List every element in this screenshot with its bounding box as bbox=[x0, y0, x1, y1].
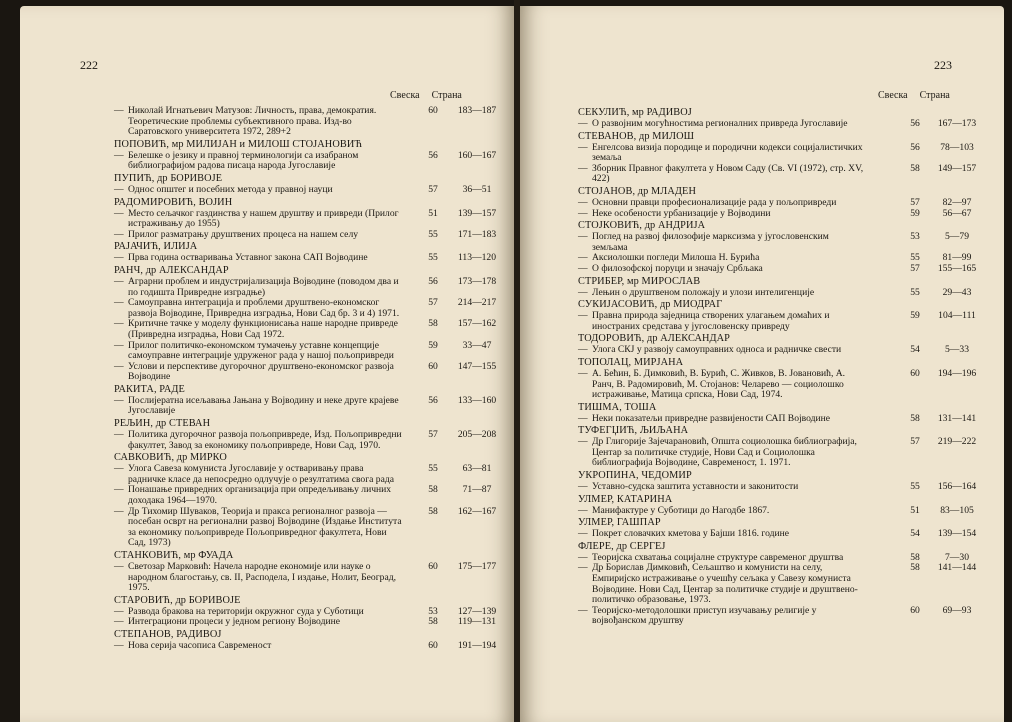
page-range: 205—208 bbox=[457, 429, 497, 441]
work-title: Уставно-судска заштита уставности и законитости bbox=[592, 481, 799, 493]
page-range: 173—178 bbox=[457, 275, 497, 287]
work-title: Неке особености урбанизације у Војводини bbox=[592, 207, 771, 219]
pages-header: Страна bbox=[431, 90, 462, 101]
page-range: 56—67 bbox=[942, 207, 972, 219]
volume-number: 56 bbox=[428, 275, 438, 287]
pages-header: Страна bbox=[919, 90, 950, 101]
work-title: Улога СКЈ у развоју самоуправних односа и радничке свести bbox=[592, 344, 842, 356]
volume-number: 55 bbox=[910, 481, 920, 493]
volume-number: 56 bbox=[428, 394, 438, 406]
volume-number: 57 bbox=[910, 262, 920, 274]
work-title: Послијератна исељавања Јањана у Војводину и неке друге крајеве Југославије bbox=[128, 394, 399, 417]
entry-dash: — bbox=[114, 394, 124, 406]
page-range: 5—33 bbox=[945, 344, 969, 356]
author-name: РАЈАЧИЋ, ИЛИЈА bbox=[114, 241, 198, 253]
work-entry bbox=[114, 252, 497, 264]
volume-number: 54 bbox=[910, 344, 920, 356]
volume-number: 60 bbox=[428, 639, 438, 651]
page-range: 219—222 bbox=[937, 436, 977, 448]
work-title: Покрет словачких кметова у Бајши 1816. године bbox=[592, 528, 790, 540]
page-range: 183—187 bbox=[457, 105, 497, 116]
page-range: 7—30 bbox=[945, 551, 969, 563]
entry-dash: — bbox=[114, 561, 124, 572]
work-entry bbox=[114, 561, 497, 594]
page-range: 113—120 bbox=[457, 252, 497, 264]
work-title: Правна природа заједница створених улагањем домаћих и иностраних средстава у југословенску привреду bbox=[592, 310, 830, 332]
volume-number: 60 bbox=[428, 561, 438, 572]
volume-number: 56 bbox=[428, 149, 438, 161]
volume-number: 57 bbox=[910, 196, 920, 208]
page-range: 171—183 bbox=[457, 228, 497, 240]
work-title: Светозар Марковић: Начела народне економије или науке о народном благостању, св. II, Расподела, I издање, Нолит, Београд, 1975. bbox=[128, 561, 396, 594]
page-range: 214—217 bbox=[457, 297, 497, 309]
work-title: Аграрни проблем и индустријализација Војводине (поводом два и по годишта Привредне изградње) bbox=[128, 275, 399, 298]
volume-number: 55 bbox=[428, 228, 438, 240]
author-name: РАНЧ, др АЛЕКСАНДАР bbox=[114, 264, 229, 276]
entry-dash: — bbox=[114, 318, 124, 330]
page-range: 82—97 bbox=[942, 196, 972, 208]
work-title: Аксиолошки погледи Милоша Н. Бурића bbox=[592, 252, 760, 264]
work-title: Николай Игнатьевич Матузов: Личность, права, демократия. Теоретические проблемы субъективного права. Изд-во Саратовского университета 1972, 289+2 bbox=[128, 105, 377, 138]
author-name: СТЕПАНОВ, РАДИВОЈ bbox=[114, 628, 222, 640]
entry-dash: — bbox=[114, 183, 124, 195]
left-page bbox=[20, 6, 514, 722]
volume-number: 59 bbox=[428, 339, 438, 351]
work-title: Прилог политичко-економском тумачењу уставне концепције самоуправне интеграције удруженог рада у нашој пољопривреди bbox=[128, 339, 394, 362]
work-entry bbox=[578, 162, 977, 185]
volume-number: 59 bbox=[910, 310, 920, 322]
volume-number: 60 bbox=[910, 367, 920, 379]
author-name: УЛМЕР, ГАШПАР bbox=[578, 517, 661, 529]
page-range: 5—79 bbox=[945, 231, 969, 243]
work-title: Понашање привредних организација при опредељивању личних доходака 1964—1970. bbox=[128, 484, 392, 507]
work-entry bbox=[578, 412, 977, 425]
page-range: 175—177 bbox=[457, 561, 497, 572]
column-headers bbox=[878, 90, 962, 101]
volume-number: 59 bbox=[910, 207, 920, 219]
right-page bbox=[520, 6, 1004, 722]
work-title: Место сељачког газдинства у нашем друштву и привреди (Прилог истраживању до 1955) bbox=[128, 207, 399, 230]
volume-number: 60 bbox=[428, 360, 438, 372]
author-name: СТАРОВИЋ, др БОРИВОЈЕ bbox=[114, 594, 241, 606]
volume-number: 56 bbox=[910, 141, 920, 153]
author-name: ТИШМА, ТОША bbox=[578, 401, 657, 413]
author-name: УЛМЕР, КАТАРИНА bbox=[578, 493, 673, 505]
page-range: 141—144 bbox=[937, 562, 977, 574]
page-range: 139—154 bbox=[937, 528, 977, 540]
entry-dash: — bbox=[578, 118, 588, 129]
work-entry bbox=[114, 505, 497, 549]
page-range: 147—155 bbox=[457, 360, 497, 372]
work-title: Лењин о друштвеном положају и улози интелигенције bbox=[592, 286, 815, 298]
entry-dash: — bbox=[578, 367, 588, 379]
volume-number: 57 bbox=[428, 297, 438, 309]
page-number: 223 bbox=[934, 58, 952, 72]
entry-dash: — bbox=[114, 360, 124, 372]
volume-number: 60 bbox=[910, 604, 920, 616]
author-name: ПОПОВИЋ, мр МИЛИЈАН и МИЛОШ СТОЈАНОВИЋ bbox=[114, 138, 363, 150]
work-title: Др Борислав Димковић, Сељаштво и комунисти на селу, Емпиријско истраживање о учешћу сељака у Савезу комуниста Војводине. Нови Сад, Центар за политичке студије и друштвено-политичко образовање, 1973. bbox=[592, 562, 858, 606]
work-entry bbox=[114, 616, 497, 628]
entry-dash: — bbox=[114, 616, 124, 628]
entry-dash: — bbox=[578, 481, 588, 493]
author-name: САВКОВИЋ, др МИРКО bbox=[114, 452, 227, 464]
work-entry bbox=[114, 360, 497, 383]
author-name: ТУФЕГЏИЋ, ЉИЉАНА bbox=[578, 425, 689, 437]
work-title: Др Глигорије Зајечарановић, Општа социолошка библиографија, Центар за политичке студије, Нови Сад и Социолошка библиографија Војводине, Савременост, 1. 1971. bbox=[592, 436, 857, 469]
entry-dash: — bbox=[578, 141, 588, 153]
volume-header: Свеска bbox=[878, 90, 908, 101]
author-name: ТОДОРОВИЋ, др АЛЕКСАНДАР bbox=[578, 333, 731, 345]
work-entry bbox=[114, 207, 497, 230]
volume-number: 57 bbox=[910, 436, 920, 448]
index-entries bbox=[578, 106, 977, 627]
work-entry bbox=[578, 562, 977, 606]
entry-dash: — bbox=[578, 562, 588, 574]
entry-dash: — bbox=[114, 228, 124, 240]
page-range: 33—47 bbox=[462, 339, 492, 351]
work-title: Неки показатељи привредне развијености САП Војводине bbox=[592, 412, 831, 424]
work-title: Политика дугорочног развоја пољопривреде, Изд. Пољопривредни факултет, Завод за економику пољопривреде, Нови Сад, 1970. bbox=[128, 429, 402, 451]
volume-number: 55 bbox=[428, 252, 438, 264]
entry-dash: — bbox=[578, 528, 588, 540]
author-name: СТОЈАНОВ, др МЛАДЕН bbox=[578, 185, 696, 197]
page-range: 29—43 bbox=[942, 286, 972, 298]
entry-dash: — bbox=[114, 105, 124, 116]
entry-dash: — bbox=[578, 162, 588, 174]
volume-number: 58 bbox=[428, 318, 438, 330]
entry-dash: — bbox=[578, 252, 588, 264]
work-title: Др Тихомир Шуваков, Теорија и пракса регионалног развоја — посебан осврт на регионални развој Војводине (Издање Института за економику пољопривреде Пољопривредног факултета, Нови Сад, 1973) bbox=[128, 505, 402, 549]
author-name: СЕКУЛИЋ, мр РАДИВОЈ bbox=[578, 107, 692, 118]
volume-number: 56 bbox=[910, 118, 920, 129]
work-entry bbox=[114, 297, 497, 319]
work-title: Самоуправна интеграција и проблеми друштвено-економског развоја Војводине, Привредна изградња, Нови Сад бр. 3 и 4) 1971. bbox=[128, 297, 400, 319]
page-range: 71—87 bbox=[462, 484, 492, 496]
entry-dash: — bbox=[578, 286, 588, 298]
page-range: 131—141 bbox=[937, 412, 977, 424]
work-title: Улога Савеза комуниста Југославије у остваривању права радничке класе да непосредно одлучује о резултатима свога рада bbox=[128, 463, 395, 485]
work-title: Енгелсова визија породице и породични кодекси социјалистичких земаља bbox=[592, 141, 863, 164]
entry-dash: — bbox=[114, 275, 124, 287]
volume-number: 54 bbox=[910, 528, 920, 540]
work-entry bbox=[578, 198, 970, 209]
entry-dash: — bbox=[578, 310, 588, 322]
work-title: Интеграциони процеси у једном региону Војводине bbox=[128, 616, 340, 628]
work-entry bbox=[114, 149, 497, 172]
page-range: 156—164 bbox=[937, 481, 977, 493]
work-entry bbox=[114, 341, 494, 362]
column-headers bbox=[390, 90, 474, 101]
volume-number: 58 bbox=[428, 505, 438, 517]
entry-dash: — bbox=[114, 429, 124, 441]
page-range: 83—105 bbox=[940, 504, 974, 516]
entry-dash: — bbox=[114, 605, 124, 617]
volume-number: 55 bbox=[910, 252, 920, 264]
author-name: СТОЈКОВИЋ, др АНДРИЈА bbox=[578, 220, 706, 232]
entry-dash: — bbox=[114, 484, 124, 496]
page-range: 191—194 bbox=[457, 639, 497, 651]
page-range: 78—103 bbox=[940, 141, 974, 153]
work-title: Зборник Правног факултета у Новом Саду (Св. VI (1972), стр. XV, 422) bbox=[592, 162, 864, 185]
entry-dash: — bbox=[578, 344, 588, 356]
work-title: Услови и перспективе дугорочног друштвено-економског развоја Војводине bbox=[128, 360, 394, 383]
page-range: 194—196 bbox=[937, 367, 977, 379]
entry-dash: — bbox=[578, 231, 588, 243]
entry-dash: — bbox=[578, 412, 588, 424]
author-name: СТАНКОВИЋ, мр ФУАДА bbox=[114, 550, 234, 561]
work-title: Манифактуре у Суботици до Нагодбе 1867. bbox=[592, 504, 770, 516]
page-range: 81—99 bbox=[942, 252, 972, 264]
volume-number: 58 bbox=[910, 551, 920, 563]
volume-number: 57 bbox=[428, 183, 438, 195]
work-title: Теоријско-методолошки приступ изучавању религије у војвођанском друштву bbox=[592, 604, 817, 627]
entry-dash: — bbox=[578, 436, 588, 448]
work-title: Критичне тачке у моделу функционисања наше народне привреде (Привредна изградња, Нови Сад 1972. bbox=[128, 318, 398, 340]
volume-header: Свеска bbox=[390, 90, 420, 101]
page-range: 139—157 bbox=[457, 207, 497, 219]
volume-number: 53 bbox=[428, 605, 438, 617]
entry-dash: — bbox=[114, 297, 124, 309]
author-name: УКРОПИНА, ЧЕДОМИР bbox=[578, 470, 692, 482]
entry-dash: — bbox=[114, 639, 124, 651]
work-entry bbox=[114, 228, 497, 241]
author-name: ТОПОЛАЦ, МИРЈАНА bbox=[578, 356, 684, 368]
page-range: 119—131 bbox=[457, 616, 497, 628]
work-entry bbox=[114, 318, 497, 340]
page-range: 127—139 bbox=[457, 605, 497, 617]
work-entry bbox=[578, 288, 970, 299]
work-entry bbox=[114, 639, 497, 652]
work-entry bbox=[114, 429, 497, 451]
work-entry bbox=[578, 367, 977, 401]
index-entries bbox=[114, 105, 497, 652]
volume-number: 58 bbox=[428, 616, 438, 628]
entry-dash: — bbox=[578, 504, 588, 516]
author-name: РЕЉИН, др СТЕВАН bbox=[114, 418, 211, 430]
entry-dash: — bbox=[578, 196, 588, 208]
volume-number: 55 bbox=[910, 286, 920, 298]
page-range: 157—162 bbox=[457, 318, 497, 330]
work-entry bbox=[578, 141, 974, 164]
work-entry bbox=[114, 464, 494, 485]
work-entry bbox=[114, 275, 497, 298]
page-range: 104—111 bbox=[938, 310, 976, 322]
entry-dash: — bbox=[578, 551, 588, 563]
work-title: Прилог разматрању друштвених процеса на нашем селу bbox=[128, 228, 359, 240]
page-range: 149—157 bbox=[937, 162, 977, 174]
volume-number: 58 bbox=[428, 484, 438, 496]
entry-dash: — bbox=[578, 262, 588, 274]
work-title: Поглед на развој филозофије марксизма у југословенским земљама bbox=[592, 231, 829, 253]
page-range: 69—93 bbox=[942, 604, 972, 616]
work-entry bbox=[578, 481, 977, 493]
work-entry bbox=[578, 262, 977, 275]
work-entry bbox=[578, 606, 970, 627]
author-name: СТРИБЕР, мр МИРОСЛАВ bbox=[578, 275, 701, 287]
page-range: 162—167 bbox=[457, 505, 497, 517]
page-range: 160—167 bbox=[457, 149, 497, 161]
volume-number: 58 bbox=[910, 162, 920, 174]
work-title: Основни правци професионализације рада у пољопривреди bbox=[592, 196, 837, 208]
volume-number: 55 bbox=[428, 463, 438, 475]
entry-dash: — bbox=[114, 252, 124, 264]
work-entry bbox=[578, 209, 970, 220]
volume-number: 51 bbox=[428, 207, 438, 219]
work-entry bbox=[578, 310, 976, 332]
work-title: А. Бећин, Б. Димковић, В. Бурић, С. Живков, В. Јовановић, А. Ранч, В. Радомировић, М. Стојанов: Челарево — социолошко истраживање, Матица српска, Нови Сад, 1974. bbox=[592, 367, 846, 401]
work-entry bbox=[114, 105, 497, 138]
volume-number: 53 bbox=[910, 231, 920, 243]
work-entry bbox=[114, 485, 494, 506]
entry-dash: — bbox=[114, 463, 124, 475]
work-entry bbox=[578, 504, 974, 517]
entry-dash: — bbox=[114, 505, 124, 517]
work-title: Нова серија часописа Савременост bbox=[128, 639, 272, 651]
volume-number: 58 bbox=[910, 562, 920, 574]
author-name: ФЛЕРЕ, др СЕРГЕЈ bbox=[578, 540, 666, 552]
entry-dash: — bbox=[114, 339, 124, 351]
work-entry bbox=[578, 528, 977, 540]
page-range: 36—51 bbox=[462, 183, 492, 195]
work-title: О развојним могућностима регионалних привреда Југославије bbox=[592, 118, 848, 129]
page-range: 155—165 bbox=[937, 262, 977, 274]
author-name: РАДОМИРОВИЋ, ВОЈИН bbox=[114, 196, 233, 208]
page-range: 133—160 bbox=[457, 394, 497, 406]
work-entry bbox=[578, 118, 977, 130]
work-entry bbox=[114, 394, 497, 417]
author-name: СУКИЈАСОВИЋ, др МИОДРАГ bbox=[578, 299, 723, 311]
work-title: Белешке о језику и правној терминологији са изабраном библиографијом радова писаца народа Југославије bbox=[128, 149, 359, 172]
page-range: 167—173 bbox=[937, 118, 977, 129]
work-title: Прва година остваривања Уставног закона САП Војводине bbox=[128, 252, 368, 264]
work-entry bbox=[578, 436, 977, 469]
work-entry bbox=[578, 232, 970, 253]
work-title: Развода бракова на територији окружног суда у Суботици bbox=[128, 605, 364, 617]
entry-dash: — bbox=[114, 207, 124, 219]
author-name: РАКИТА, РАДЕ bbox=[114, 383, 185, 395]
entry-dash: — bbox=[114, 149, 124, 161]
volume-number: 57 bbox=[428, 429, 438, 441]
work-entry bbox=[114, 185, 494, 196]
page-number: 222 bbox=[80, 58, 98, 72]
work-title: Теоријска схватања социјалне структуре савременог друштва bbox=[592, 551, 844, 563]
entry-dash: — bbox=[578, 604, 588, 616]
volume-number: 51 bbox=[910, 504, 920, 516]
volume-number: 58 bbox=[910, 412, 920, 424]
work-entry bbox=[578, 345, 970, 356]
page-range: 63—81 bbox=[462, 463, 492, 475]
entry-dash: — bbox=[578, 207, 588, 219]
author-name: СТЕВАНОВ, др МИЛОШ bbox=[578, 130, 695, 142]
author-name: ПУПИЋ, др БОРИВОЈЕ bbox=[114, 172, 223, 184]
volume-number: 60 bbox=[428, 105, 438, 116]
work-title: Однос општег и посебних метода у правној науци bbox=[128, 183, 333, 195]
work-title: О филозофској поруци и значају Србљака bbox=[592, 262, 763, 274]
